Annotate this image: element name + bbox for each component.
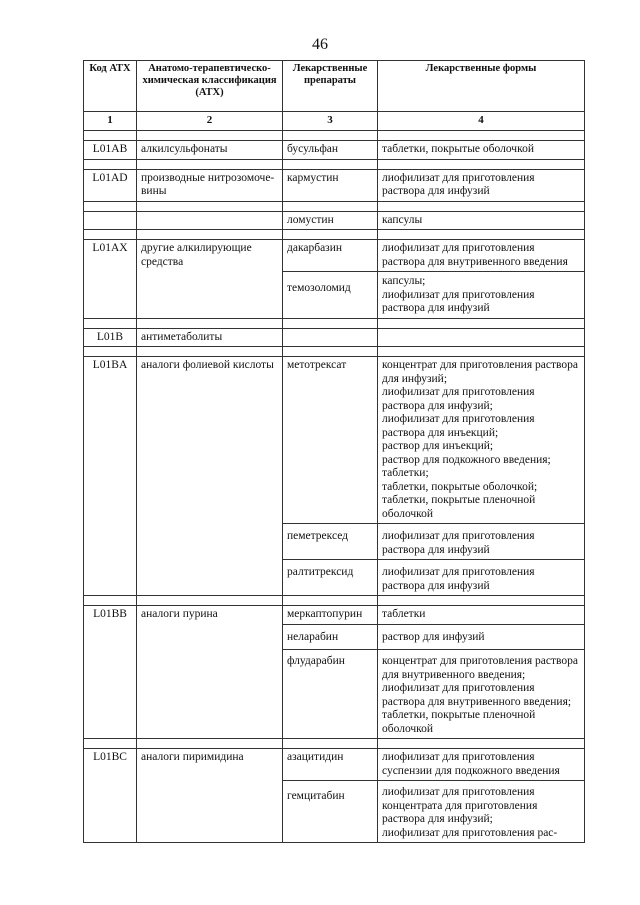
atx-class: другие алкилирующие средства xyxy=(137,240,283,272)
dosage-forms: раствор для инфузий xyxy=(378,624,585,650)
table-row xyxy=(84,141,585,160)
atx-class: антиметаболиты xyxy=(137,328,283,347)
atx-code: L01AD xyxy=(84,169,137,201)
column-number-row xyxy=(84,112,585,131)
atx-code: L01BC xyxy=(84,749,137,781)
table-header-row xyxy=(84,61,585,112)
atx-code: L01AX xyxy=(84,240,137,272)
drug-name: гемцитабин xyxy=(283,781,378,843)
atx-code: L01BA xyxy=(84,357,137,524)
atx-class xyxy=(137,211,283,230)
dosage-forms: таблетки, покрытые оболочкой xyxy=(378,141,585,160)
page-number: 46 xyxy=(312,36,328,53)
header-drugs: Лекарственные препараты xyxy=(283,61,378,112)
dosage-forms: концентрат для приготовления раствора для внутривенного введения; лиофилизат для приготовления раствора для внутривенного введения; таблетки, покрытые пленочной оболочкой xyxy=(378,650,585,739)
table-row xyxy=(84,524,585,560)
drug-name: ралтитрексид xyxy=(283,560,378,596)
atx-class: производные нитрозомоче-вины xyxy=(137,169,283,201)
dosage-forms: концентрат для приготовления раствора для инфузий; лиофилизат для приготовления раствора для инфузий; лиофилизат для приготовления раствора для инъекций; раствор для инъекций; раствор для подкожного введения; таблетки; таблетки, покрытые оболочкой; таблетки, покрытые пленочной оболочкой xyxy=(378,357,585,524)
column-number: 4 xyxy=(378,112,585,131)
dosage-forms: капсулы; лиофилизат для приготовления раствора для инфузий xyxy=(378,272,585,319)
dosage-forms: лиофилизат для приготовления концентрата для приготовления раствора для инфузий; лиофилизат для приготовления рас- xyxy=(378,781,585,843)
header-classification: Анатомо-терапевтическо-химическая классификация (АТХ) xyxy=(137,61,283,112)
drug-name: неларабин xyxy=(283,624,378,650)
drug-name: кармустин xyxy=(283,169,378,201)
drug-name: метотрексат xyxy=(283,357,378,524)
table-row xyxy=(84,560,585,596)
atx-class: аналоги фолиевой кислоты xyxy=(137,357,283,524)
dosage-forms: лиофилизат для приготовления раствора для инфузий xyxy=(378,524,585,560)
drug-name: азацитидин xyxy=(283,749,378,781)
atx-class: аналоги пиримидина xyxy=(137,749,283,781)
column-number: 2 xyxy=(137,112,283,131)
table-row xyxy=(84,240,585,272)
table-row xyxy=(84,749,585,781)
drug-name: бусульфан xyxy=(283,141,378,160)
dosage-forms: лиофилизат для приготовления раствора для внутривенного введения xyxy=(378,240,585,272)
dosage-forms: лиофилизат для приготовления раствора для инфузий xyxy=(378,169,585,201)
dosage-forms: капсулы xyxy=(378,211,585,230)
table-row xyxy=(84,328,585,347)
dosage-forms: лиофилизат для приготовления суспензии для подкожного введения xyxy=(378,749,585,781)
table-row xyxy=(84,272,585,319)
atx-class: аналоги пурина xyxy=(137,606,283,625)
drug-name: ломустин xyxy=(283,211,378,230)
drug-name: пеметрексед xyxy=(283,524,378,560)
atx-code: L01B xyxy=(84,328,137,347)
table-row xyxy=(84,169,585,201)
atx-table xyxy=(83,60,585,843)
drug-name: меркаптопурин xyxy=(283,606,378,625)
table-row xyxy=(84,781,585,843)
header-forms: Лекарственные формы xyxy=(378,61,585,112)
header-code: Код АТХ xyxy=(84,61,137,112)
drug-name: флударабин xyxy=(283,650,378,739)
drug-name: дакарбазин xyxy=(283,240,378,272)
atx-class: алкилсульфонаты xyxy=(137,141,283,160)
drug-name xyxy=(283,328,378,347)
atx-code: L01AB xyxy=(84,141,137,160)
atx-code: L01BB xyxy=(84,606,137,625)
dosage-forms: лиофилизат для приготовления раствора для инфузий xyxy=(378,560,585,596)
atx-code xyxy=(84,211,137,230)
table-row xyxy=(84,650,585,739)
table-row xyxy=(84,357,585,524)
table-row xyxy=(84,606,585,625)
table-row xyxy=(84,624,585,650)
column-number: 3 xyxy=(283,112,378,131)
column-number: 1 xyxy=(84,112,137,131)
dosage-forms: таблетки xyxy=(378,606,585,625)
table-row xyxy=(84,211,585,230)
drug-name: темозоломид xyxy=(283,272,378,319)
dosage-forms xyxy=(378,328,585,347)
